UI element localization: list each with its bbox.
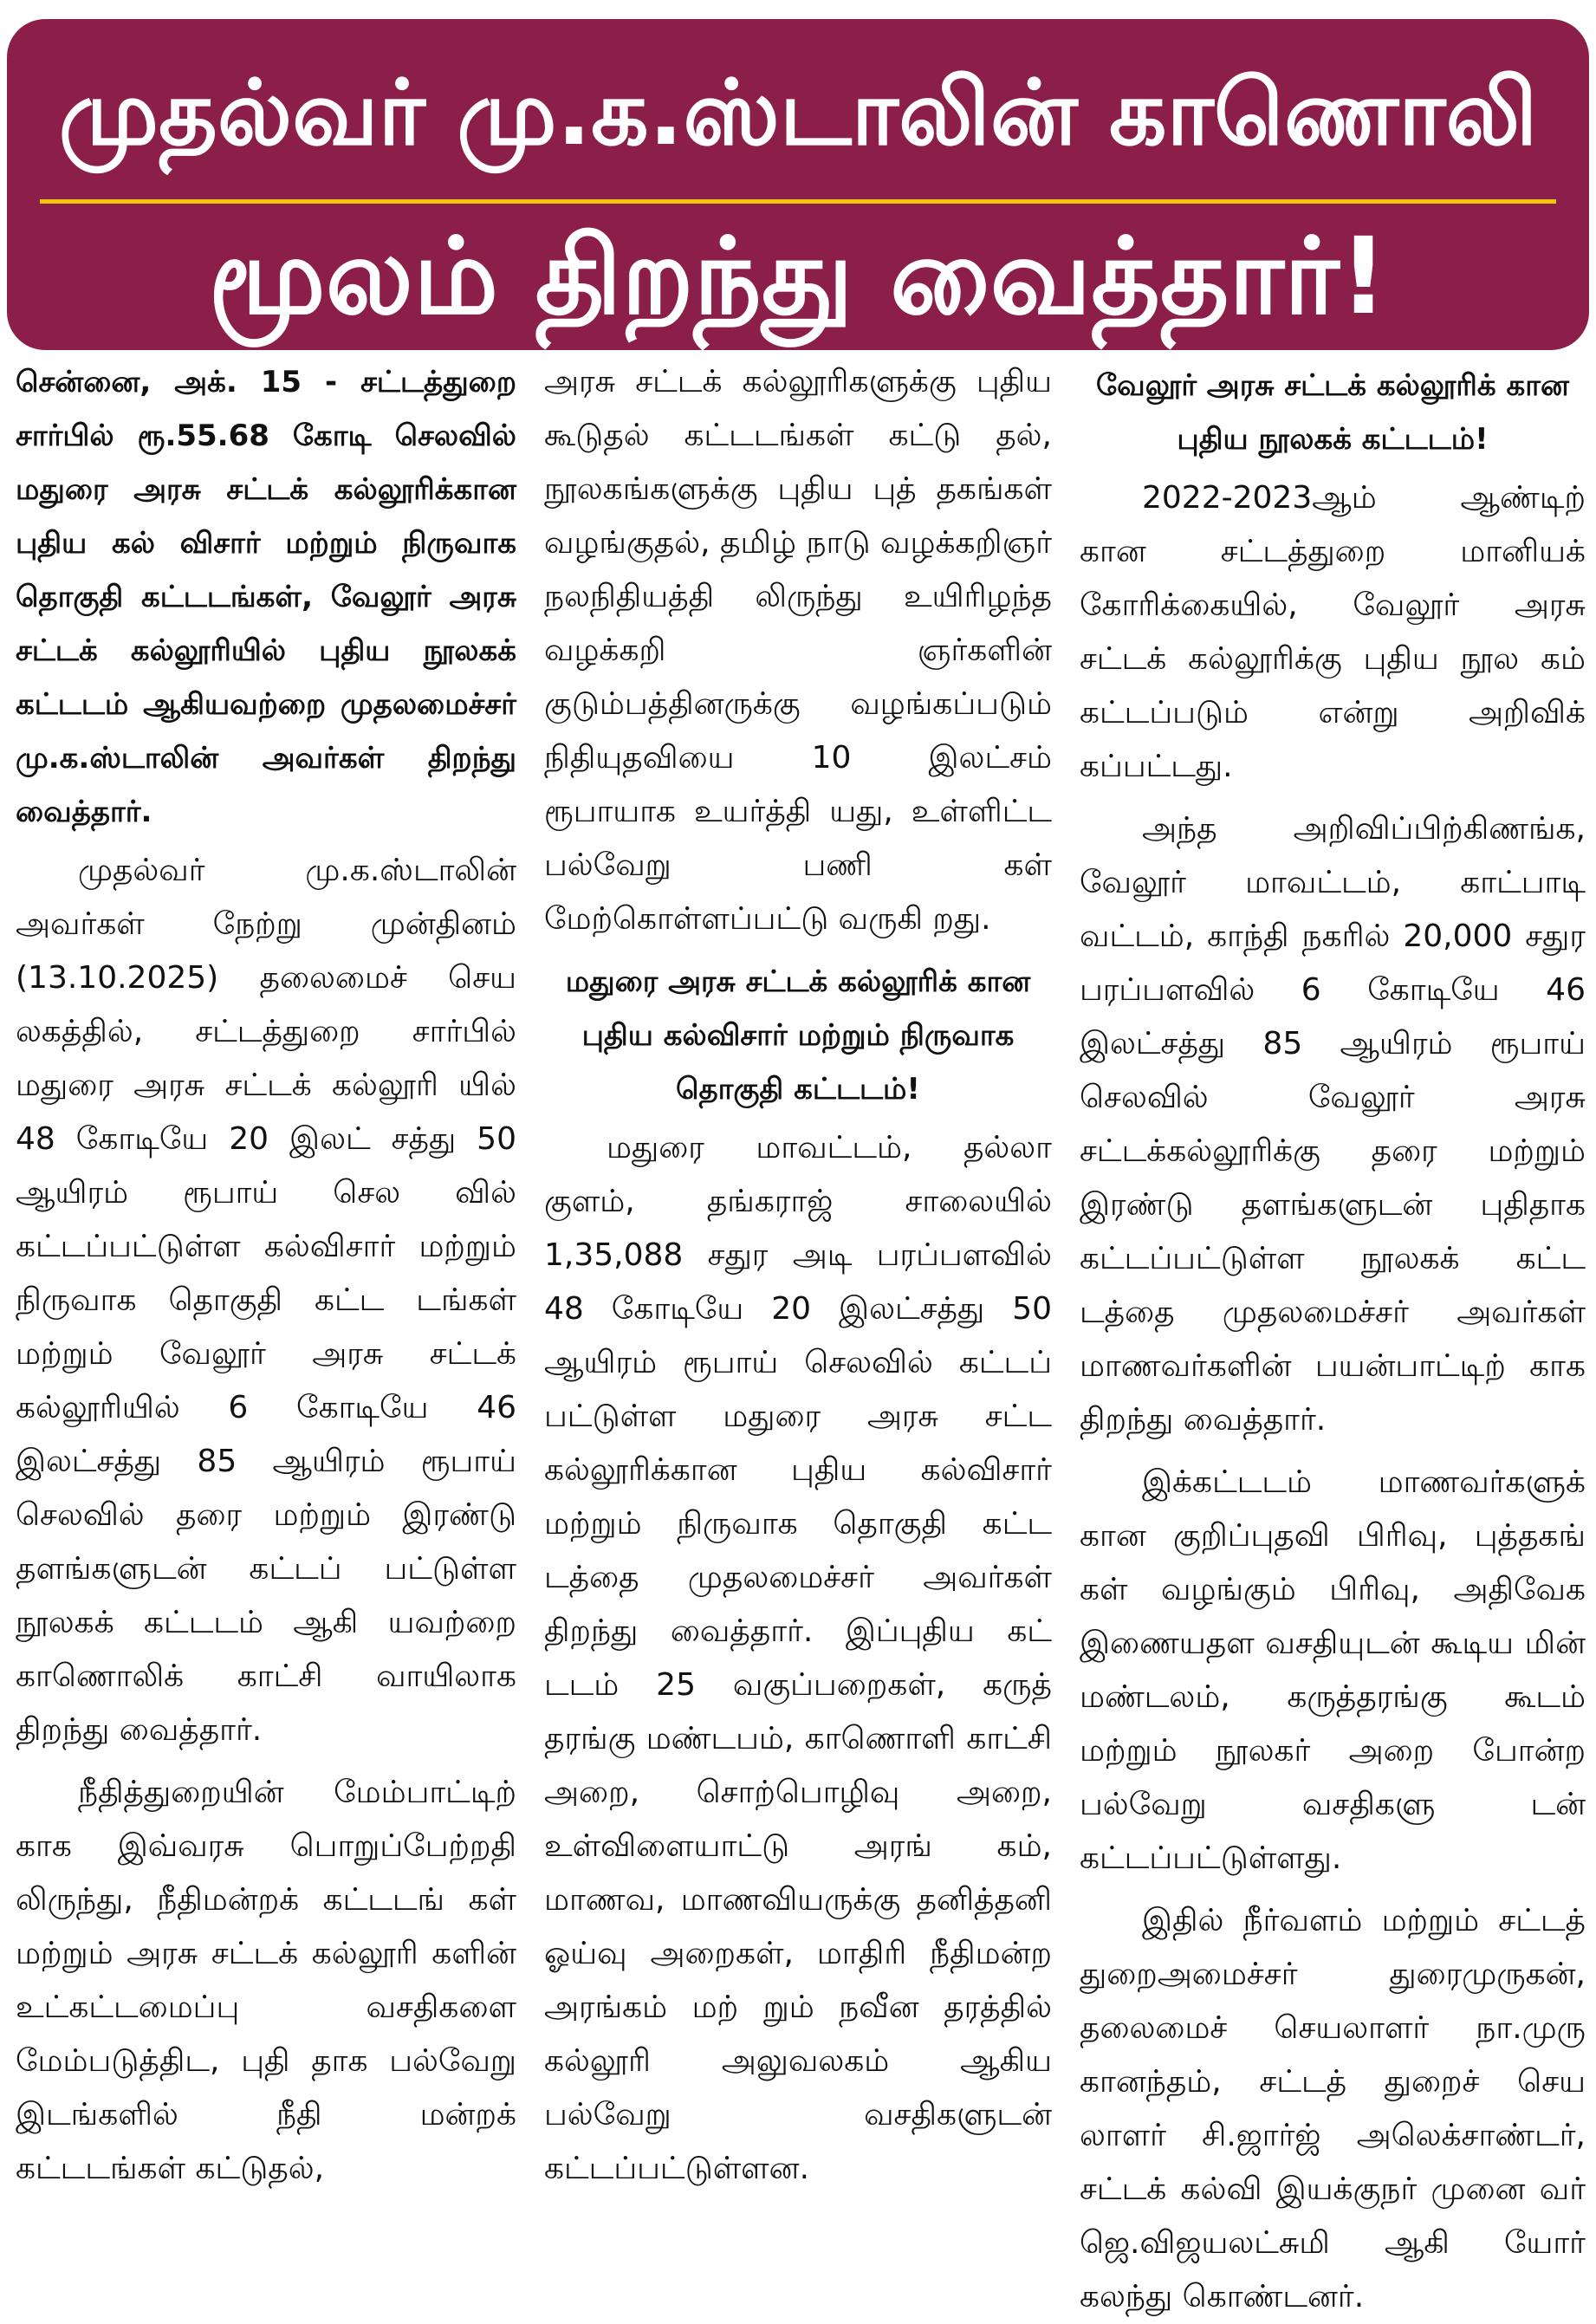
subheading-vellore: வேலூர் அரசு சட்டக் கல்லூரிக் கான புதிய நூலகக் கட்டடம்!	[1096, 368, 1569, 457]
headline-divider	[40, 199, 1556, 204]
article-paragraph-3: மதுரை மாவட்டம், தல்லா குளம், தங்கராஜ் சாலையில் 1,35,088 சதுர அடி பரப்பளவில் 48 கோடியே 20 இலட்சத்து 50 ஆயிரம் ரூபாய் செலவில் கட்டப் பட்டுள்ள மதுரை அரசு சட்ட கல்லூரிக்கான புதிய கல்விசார் மற்றும் நிருவாக தொகுதி கட்ட டத்தை முதலமைச்சர் அவர்கள் திறந்து வைத்தார். இப்புதிய கட் டடம் 25 வகுப்பறைகள், கருத் தரங்கு மண்டபம், காணொளி காட்சி அறை, சொற்பொழிவு அறை, உள்விளையாட்டு அரங் கம், மாணவ, மாணவியருக்கு தனித்தனி ஓய்வு அறைகள், மாதிரி நீதிமன்ற அரங்கம் மற் றும் நவீன தரத்தில் கல்லூரி அலுவலகம் ஆகிய பல்வேறு வசதிகளுடன் கட்டப்பட்டுள்ளன.	[544, 1130, 1052, 2186]
headline-banner	[7, 19, 1589, 350]
article-column-3	[1080, 355, 1586, 2314]
article-paragraph-4: 2022-2023ஆம் ஆண்டிற் கான சட்டத்துறை மானியக் கோரிக்கையில், வேலூர் அரசு சட்டக் கல்லூரிக்கு புதிய நூல கம் கட்டப்படும் என்று அறிவிக் கப்பட்டது.	[1080, 480, 1586, 784]
article-paragraph-5: அந்த அறிவிப்பிற்கிணங்க, வேலூர் மாவட்டம், காட்பாடி வட்டம், காந்தி நகரில் 20,000 சதுர பரப்பளவில் 6 கோடியே 46 இலட்சத்து 85 ஆயிரம் ரூபாய் செலவில் வேலூர் அரசு சட்டக்கல்லூரிக்கு தரை மற்றும் இரண்டு தளங்களுடன் புதிதாக கட்டப்பட்டுள்ள நூலகக் கட்ட டத்தை முதலமைச்சர் அவர்கள் மாணவர்களின் பயன்பாட்டிற் காக திறந்து வைத்தார்.	[1080, 811, 1586, 1438]
article-paragraph-2: நீதித்துறையின் மேம்பாட்டிற் காக இவ்வரசு பொறுப்பேற்றதி லிருந்து, நீதிமன்றக் கட்டடங் கள் மற்றும் அரசு சட்டக் கல்லூரி களின் உட்கட்டமைப்பு வசதிகளை மேம்படுத்திட, புதி தாக பல்வேறு இடங்களில் நீதி மன்றக் கட்டடங்கள் கட்டுதல்,	[16, 1775, 516, 2186]
article-paragraph-1: முதல்வர் மு.க.ஸ்டாலின் அவர்கள் நேற்று முன்தினம் (13.10.2025) தலைமைச் செய லகத்தில், சட்டத்துறை சார்பில் மதுரை அரசு சட்டக் கல்லூரி யில் 48 கோடியே 20 இலட் சத்து 50 ஆயிரம் ரூபாய் செல வில் கட்டப்பட்டுள்ள கல்விசார் மற்றும் நிருவாக தொகுதி கட்ட டங்கள் மற்றும் வேலூர் அரசு சட்டக் கல்லூரியில் 6 கோடியே 46 இலட்சத்து 85 ஆயிரம் ரூபாய் செலவில் தரை மற்றும் இரண்டு தளங்களுடன் கட்டப் பட்டுள்ள நூலகக் கட்டடம் ஆகி யவற்றை காணொலிக் காட்சி வாயிலாக திறந்து வைத்தார்.	[16, 853, 516, 1748]
article-paragraph-7: இதில் நீர்வளம் மற்றும் சட்டத் துறைஅமைச்சர் துரைமுருகன், தலைமைச் செயலாளர் நா.முரு கானந்தம், சட்டத் துறைச் செய லாளர் சி.ஜார்ஜ் அலெக்சாண்டர், சட்டக் கல்வி இயக்குநர் முனை வர் ஜெ.விஜயலட்சுமி ஆகி யோர் கலந்து கொண்டனர்.	[1080, 1903, 1586, 2314]
article-lead: சென்னை, அக். 15 - சட்டத்துறை சார்பில் ரூ.55.68 கோடி செலவில் மதுரை அரசு சட்டக் கல்லூரிக்கான புதிய கல் விசார் மற்றும் நிருவாக தொகுதி கட்டடங்கள், வேலூர் அரசு சட்டக் கல்லூரியில் புதிய நூலகக் கட்டடம் ஆகியவற்றை முதலமைச்சர் மு.க.ஸ்டாலின் அவர்கள் திறந்து வைத்தார்.	[16, 365, 516, 829]
article-paragraph-6: இக்கட்டடம் மாணவர்களுக் கான குறிப்புதவி பிரிவு, புத்தகங் கள் வழங்கும் பிரிவு, அதிவேக இணையதள வசதியுடன் கூடிய மின் மண்டலம், கருத்தரங்கு கூடம் மற்றும் நூலகர் அறை போன்ற பல்வேறு வசதிகளு டன் கட்டப்பட்டுள்ளது.	[1080, 1464, 1586, 1876]
headline-line-2: மூலம் திறந்து வைத்தார்!	[208, 215, 1388, 338]
subheading-madurai: மதுரை அரசு சட்டக் கல்லூரிக் கான புதிய கல்விசார் மற்றும் நிருவாக தொகுதி கட்டடம்!	[565, 964, 1031, 1107]
article-column-2	[544, 355, 1052, 2296]
article-paragraph-2-continued: அரசு சட்டக் கல்லூரிகளுக்கு புதிய கூடுதல் கட்டடங்கள் கட்டு தல், நூலகங்களுக்கு புதிய புத் தகங்கள் வழங்குதல், தமிழ் நாடு வழக்கறிஞர் நலநிதியத்தி லிருந்து உயிரிழந்த வழக்கறி ஞர்களின் குடும்பத்தினருக்கு வழங்கப்படும் நிதியுதவியை 10 இலட்சம் ரூபாயாக உயர்த்தி யது, உள்ளிட்ட பல்வேறு பணி கள் மேற்கொள்ளப்பட்டு வருகி றது.	[544, 364, 1052, 937]
headline-line-1: முதல்வர் மு.க.ஸ்டாலின் காணொலி	[58, 60, 1538, 166]
article-column-1	[16, 355, 516, 2296]
